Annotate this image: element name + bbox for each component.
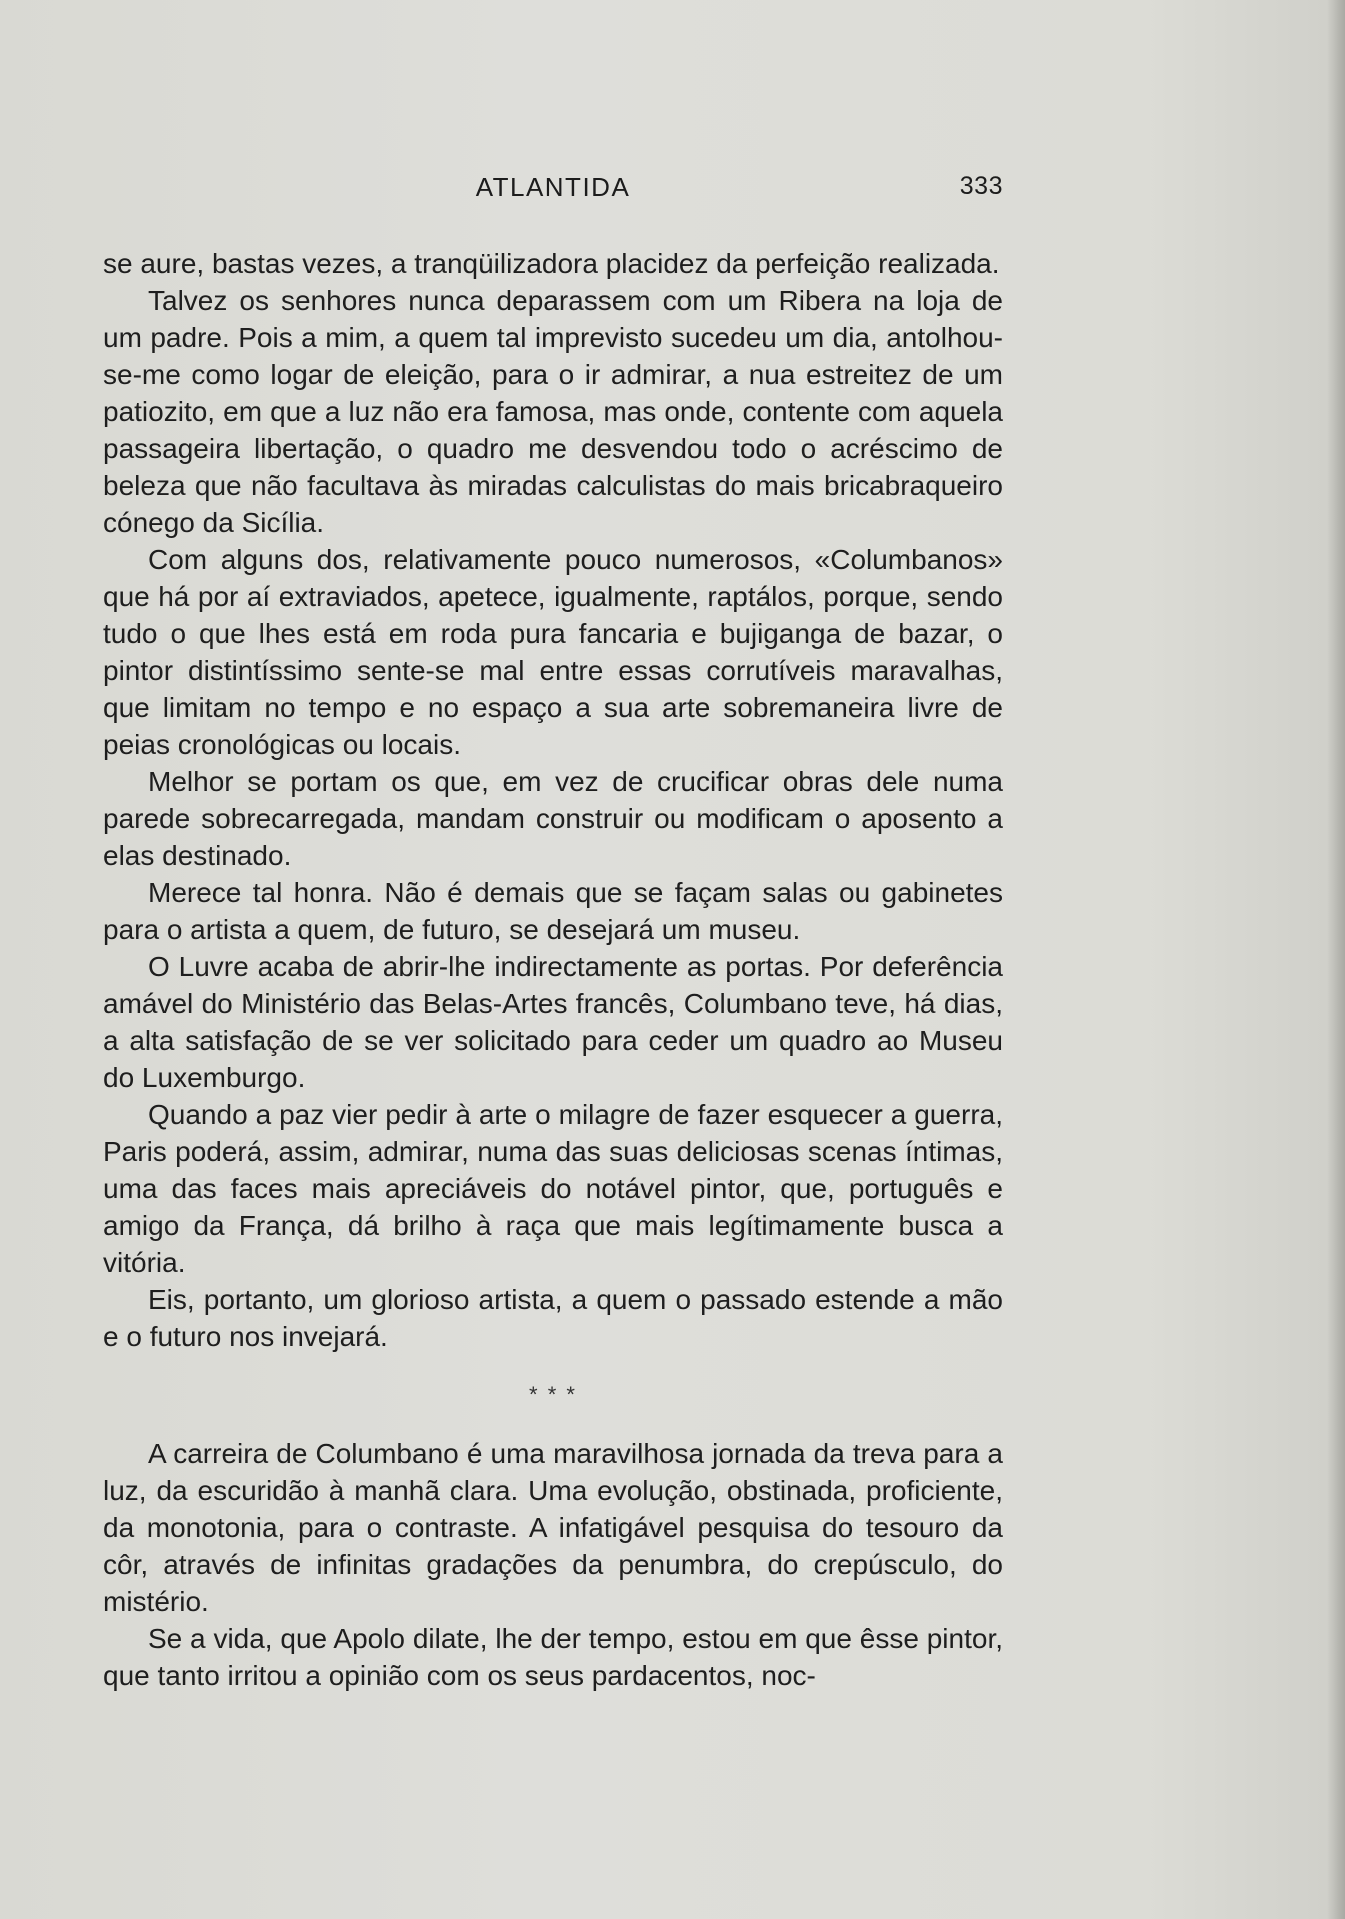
paragraph: Talvez os senhores nunca deparassem com um Ribera na loja de um padre. Pois a mim, a quem tal imprevisto sucedeu um dia, antolhou-se-me como logar de eleição, para o ir admirar, a nua estreitez de um patiozito, em que a luz não era famosa, mas onde, contente com aquela passageira libertação, o quadro me desvendou todo o acréscimo de beleza que não facultava às miradas calculistas do mais bricabraqueiro cónego da Sicília. [103,285,1003,538]
page-gutter [1327,0,1345,1919]
paragraph: Eis, portanto, um glorioso artista, a quem o passado estende a mão e o futuro nos invejará. [103,1284,1003,1352]
running-title: ATLANTIDA [475,172,631,202]
paragraph: Se a vida, que Apolo dilate, lhe der tempo, estou em que êsse pintor, que tanto irritou a opinião com os seus pardacentos, noc- [103,1623,1003,1691]
section-separator: * * * [529,1382,577,1407]
paragraph-continued: se aure, bastas vezes, a tranqüilizadora placidez da perfeição realizada. [103,248,1000,279]
paragraph: Com alguns dos, relativamente pouco numerosos, «Columbanos» que há por aí extraviados, apetece, igualmente, raptálos, porque, sendo tudo o que lhes está em roda pura fancaria e bujiganga de bazar, o pintor distintíssimo sente-se mal entre essas corrutíveis maravalhas, que limitam no tempo e no espaço a sua arte sobremaneira livre de peias cronológicas ou locais. [103,544,1003,760]
paragraph: Merece tal honra. Não é demais que se façam salas ou gabinetes para o artista a quem, de futuro, se desejará um museu. [103,877,1003,945]
paragraph: A carreira de Columbano é uma maravilhosa jornada da treva para a luz, da escuridão à manhã clara. Uma evolução, obstinada, proficiente, da monotonia, para o contraste. A infatigável pesquisa do tesouro da côr, através de infinitas gradações da penumbra, do crepúsculo, do mistério. [103,1438,1003,1617]
paragraph: Quando a paz vier pedir à arte o milagre de fazer esquecer a guerra, Paris poderá, assim, admirar, numa das suas deliciosas scenas íntimas, uma das faces mais apreciáveis do notável pintor, que, português e amigo da França, dá brilho à raça que mais legítimamente busca a vitória. [103,1099,1003,1278]
page-body [103,245,1003,1694]
page-number: 333 [959,172,1003,200]
running-header [103,172,1003,212]
paragraph: O Luvre acaba de abrir-lhe indirectamente as portas. Por deferência amável do Ministério das Belas-Artes francês, Columbano teve, há dias, a alta satisfação de se ver solicitado para ceder um quadro ao Museu do Luxemburgo. [103,951,1003,1093]
paragraph: Melhor se portam os que, em vez de crucificar obras dele numa parede sobrecarregada, mandam construir ou modificam o aposento a elas destinado. [103,766,1003,871]
